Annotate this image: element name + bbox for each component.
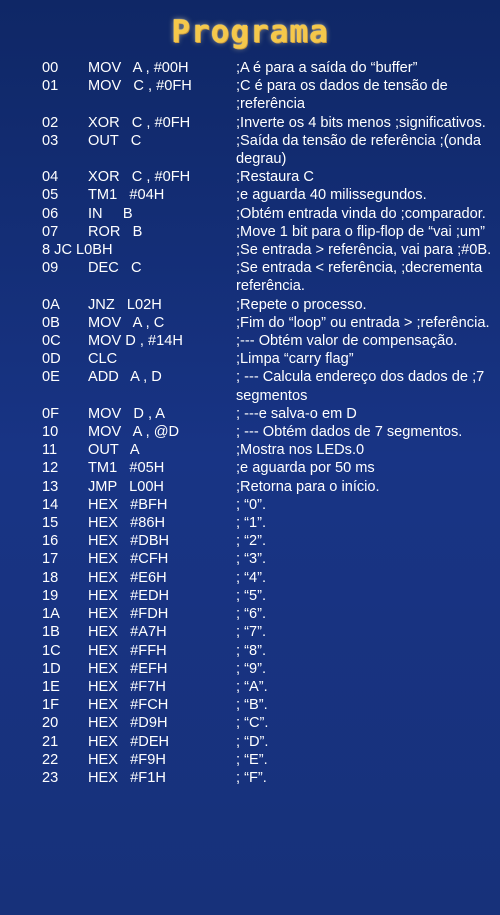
program-line [0, 314, 500, 332]
program-line [0, 296, 500, 314]
line-comment: ; “9”. [236, 660, 266, 677]
line-comment: ; “F”. [236, 769, 267, 786]
line-instruction: HEX #FDH [88, 606, 169, 623]
line-address: 21 [42, 733, 59, 750]
line-comment: ; “3”. [236, 551, 266, 568]
line-instruction: XOR C , #0FH [88, 114, 191, 131]
program-line [0, 423, 500, 441]
program-line [0, 714, 500, 732]
program-line [0, 660, 500, 678]
program-line [0, 186, 500, 204]
line-comment: ; “1”. [236, 515, 266, 532]
line-comment: ; “7”. [236, 624, 266, 641]
line-instruction: MOV A , #00H [88, 60, 189, 76]
line-address: 13 [42, 478, 59, 495]
line-address: 14 [42, 496, 59, 513]
line-comment: ;Se entrada > referência, vai para ;#0B. [236, 242, 492, 259]
program-line [0, 223, 500, 241]
line-address: 1A [42, 606, 60, 623]
line-address: 0F [42, 405, 60, 422]
line-instruction: HEX #DEH [88, 733, 170, 750]
line-address: 1C [42, 642, 61, 659]
line-instruction: HEX #FFH [88, 642, 167, 659]
line-address: 02 [42, 114, 59, 131]
line-address: 17 [42, 551, 59, 568]
line-comment: ;Retorna para o início. [236, 478, 380, 495]
program-listing [0, 59, 500, 787]
line-comment: ;Repete o processo. [236, 296, 367, 313]
page-title: Programa [171, 14, 329, 50]
line-comment: ;Se entrada < referência, ;decrementa referência. [236, 260, 483, 295]
line-instruction: HEX #F1H [88, 769, 166, 786]
line-comment: ;e aguarda por 50 ms [236, 460, 375, 477]
line-address: 1E [42, 678, 60, 695]
line-address: 03 [42, 132, 59, 149]
line-address: 05 [42, 187, 59, 204]
line-address: 0A [42, 296, 60, 313]
line-instruction: HEX #DBH [88, 533, 170, 550]
program-line [0, 168, 500, 186]
line-comment: ;Obtém entrada vinda do ;comparador. [236, 205, 486, 222]
line-address: 0E [42, 369, 60, 386]
program-line [0, 696, 500, 714]
line-instruction: CLC [88, 351, 118, 368]
program-line [0, 532, 500, 550]
line-address: 23 [42, 769, 59, 786]
program-line [0, 259, 500, 295]
line-instruction: HEX #86H [88, 515, 166, 532]
line-instruction: HEX #F9H [88, 751, 166, 768]
line-address: 1B [42, 624, 60, 641]
line-instruction: HEX #A7H [88, 624, 167, 641]
program-line [0, 587, 500, 605]
line-comment: ; --- Obtém dados de 7 segmentos. [236, 424, 463, 441]
line-comment: ; “C”. [236, 715, 269, 732]
line-instruction: OUT C [88, 132, 142, 149]
line-address: 8 JC L0BH [42, 242, 113, 259]
line-comment: ; --- Calcula endereço dos dados de ;7 segmentos [236, 369, 485, 404]
line-address: 0D [42, 351, 61, 368]
line-comment: ;Limpa “carry flag” [236, 351, 354, 368]
line-instruction: HEX #FCH [88, 697, 169, 714]
line-instruction: HEX #BFH [88, 496, 168, 513]
line-instruction: OUT A [88, 442, 140, 459]
line-address: 01 [42, 78, 59, 95]
program-line [0, 751, 500, 769]
line-comment: ;Inverte os 4 bits menos ;significativos. [236, 114, 486, 131]
program-line [0, 514, 500, 532]
line-instruction: MOV C , #0FH [88, 78, 192, 95]
program-line [0, 733, 500, 751]
line-instruction: MOV A , @D [88, 424, 180, 441]
line-instruction: MOV D , A [88, 405, 166, 422]
line-comment: ;C é para os dados de tensão de ;referência [236, 78, 448, 113]
line-address: 04 [42, 169, 59, 186]
program-line [0, 332, 500, 350]
program-line [0, 132, 500, 168]
line-address: 06 [42, 205, 59, 222]
line-instruction: HEX #CFH [88, 551, 169, 568]
program-line [0, 368, 500, 404]
line-comment: ; “2”. [236, 533, 266, 550]
line-instruction: DEC C [88, 260, 142, 277]
line-address: 18 [42, 569, 59, 586]
line-instruction: MOV A , C [88, 314, 165, 331]
line-comment: ;Fim do “loop” ou entrada > ;referência. [236, 314, 490, 331]
line-address: 09 [42, 260, 59, 277]
program-line [0, 678, 500, 696]
line-comment: ; “6”. [236, 606, 266, 623]
line-comment: ;Restaura C [236, 169, 314, 186]
line-address: 19 [42, 587, 59, 604]
line-instruction: HEX #D9H [88, 715, 168, 732]
line-comment: ; “8”. [236, 642, 266, 659]
line-instruction: TM1 #04H [88, 187, 165, 204]
line-address: 22 [42, 751, 59, 768]
line-comment: ; “5”. [236, 587, 266, 604]
line-address: 0C [42, 333, 61, 350]
line-instruction: ADD A , D [88, 369, 162, 386]
line-address: 12 [42, 460, 59, 477]
line-instruction: HEX #EDH [88, 587, 170, 604]
line-instruction: HEX #F7H [88, 678, 166, 695]
program-line [0, 496, 500, 514]
line-address: 15 [42, 515, 59, 532]
line-instruction: XOR C , #0FH [88, 169, 191, 186]
line-instruction: HEX #E6H [88, 569, 167, 586]
program-line [0, 59, 500, 77]
line-comment: ; “D”. [236, 733, 269, 750]
program-line [0, 405, 500, 423]
line-instruction: TM1 #05H [88, 460, 165, 477]
line-comment: ;Saída da tensão de referência ;(onda degrau) [236, 132, 482, 168]
line-comment: ; “0”. [236, 496, 266, 513]
program-line [0, 441, 500, 459]
line-instruction: JMP L00H [88, 478, 164, 495]
program-line [0, 350, 500, 368]
line-comment: ;Mostra nos LEDs.0 [236, 442, 365, 459]
program-line [0, 550, 500, 568]
program-line [0, 623, 500, 641]
program-line [0, 769, 500, 787]
line-instruction: IN B [88, 205, 133, 222]
line-address: 07 [42, 223, 59, 240]
line-comment: ; ---e salva-o em D [236, 405, 357, 422]
line-address: 11 [42, 442, 58, 459]
line-instruction: MOV D , #14H [88, 333, 183, 350]
line-address: 16 [42, 533, 59, 550]
line-comment: ;--- Obtém valor de compensação. [236, 333, 458, 350]
program-line [0, 77, 500, 113]
program-line [0, 459, 500, 477]
line-comment: ; “B”. [236, 697, 268, 714]
line-comment: ; “A”. [236, 678, 268, 695]
program-line [0, 478, 500, 496]
program-line [0, 205, 500, 223]
line-comment: ; “E”. [236, 751, 268, 768]
line-address: 10 [42, 424, 59, 441]
program-line [0, 642, 500, 660]
program-line [0, 241, 500, 259]
program-line [0, 114, 500, 132]
line-comment: ;Move 1 bit para o flip-flop de “vai ;um” [236, 223, 486, 240]
line-instruction: JNZ L02H [88, 296, 162, 313]
line-comment: ;e aguarda 40 milissegundos. [236, 187, 427, 204]
line-instruction: HEX #EFH [88, 660, 168, 677]
line-instruction: ROR B [88, 223, 143, 240]
line-address: 1D [42, 660, 61, 677]
line-address: 1F [42, 697, 60, 714]
line-comment: ; “4”. [236, 569, 266, 586]
line-address: 00 [42, 60, 59, 76]
line-comment: ;A é para a saída do “buffer” [236, 60, 418, 76]
line-address: 0B [42, 314, 60, 331]
program-line [0, 569, 500, 587]
line-address: 20 [42, 715, 59, 732]
program-line [0, 605, 500, 623]
